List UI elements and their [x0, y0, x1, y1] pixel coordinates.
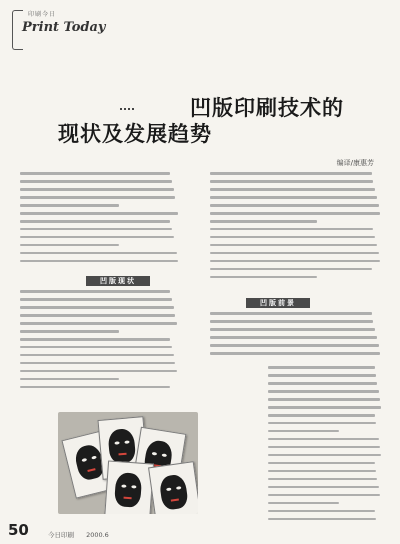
text-line	[210, 244, 377, 247]
text-line	[210, 320, 373, 323]
article-photo	[58, 412, 198, 514]
text-line	[268, 390, 379, 393]
text-line	[20, 220, 170, 223]
article-byline: 编译/康惠芳	[336, 159, 374, 167]
text-line	[20, 260, 178, 263]
text-line	[20, 244, 119, 247]
text-line	[268, 438, 379, 441]
text-line	[210, 312, 372, 315]
text-line	[210, 220, 317, 223]
text-line	[210, 260, 380, 263]
text-line	[20, 196, 175, 199]
text-line	[210, 352, 380, 355]
text-line	[20, 370, 177, 373]
text-line	[20, 290, 170, 293]
masthead	[8, 8, 108, 54]
text-line	[20, 338, 170, 341]
text-line	[20, 362, 175, 365]
text-line	[20, 212, 178, 215]
text-line	[210, 188, 375, 191]
text-line	[20, 322, 177, 325]
article-title-line-1: 凹版印刷技术的	[190, 96, 344, 120]
text-line	[268, 510, 375, 513]
text-line	[20, 180, 172, 183]
text-line	[268, 430, 339, 433]
text-line	[20, 346, 172, 349]
masthead-cn-label: 印刷今日	[28, 11, 57, 18]
text-lines	[20, 290, 180, 388]
text-line	[210, 236, 375, 239]
text-line	[210, 276, 317, 279]
title-ornament	[120, 104, 134, 110]
right-column-lower	[268, 366, 382, 520]
text-line	[210, 328, 375, 331]
text-line	[268, 422, 376, 425]
label-sample	[104, 460, 154, 514]
text-line	[268, 382, 377, 385]
text-line	[268, 414, 375, 417]
left-column-upper	[20, 172, 180, 262]
text-line	[210, 212, 380, 215]
text-line	[20, 252, 177, 255]
text-line	[268, 398, 380, 401]
text-line	[20, 188, 174, 191]
text-lines	[210, 312, 382, 355]
text-line	[20, 236, 174, 239]
right-column-upper	[210, 172, 382, 278]
text-line	[210, 180, 373, 183]
text-line	[268, 518, 376, 521]
text-line	[268, 478, 377, 481]
label-sample	[148, 461, 198, 514]
masthead-logo: Print Today	[22, 20, 106, 35]
text-line	[268, 454, 381, 457]
text-line	[20, 386, 170, 389]
text-line	[20, 354, 174, 357]
text-line	[268, 502, 339, 505]
text-lines	[268, 366, 382, 520]
text-line	[268, 374, 376, 377]
publication-name: 今日印刷	[48, 531, 74, 539]
text-lines	[20, 172, 180, 262]
page-footer	[48, 530, 119, 539]
text-line	[20, 330, 119, 333]
text-line	[210, 268, 372, 271]
left-column-lower	[20, 290, 180, 388]
text-line	[268, 470, 376, 473]
text-line	[20, 172, 170, 175]
text-line	[210, 336, 377, 339]
text-line	[210, 252, 379, 255]
text-line	[20, 306, 174, 309]
text-line	[20, 378, 119, 381]
text-line	[210, 204, 379, 207]
text-line	[210, 196, 377, 199]
text-lines	[210, 172, 382, 278]
text-line	[210, 172, 372, 175]
right-column-middle	[210, 312, 382, 355]
text-line	[210, 228, 373, 231]
section-heading: 凹版前景	[246, 298, 310, 308]
text-line	[210, 344, 379, 347]
page-number: 50	[8, 521, 29, 539]
text-line	[20, 298, 172, 301]
text-line	[20, 314, 175, 317]
text-line	[268, 462, 375, 465]
text-line	[268, 406, 381, 409]
text-line	[20, 228, 172, 231]
text-line	[268, 494, 380, 497]
text-line	[268, 446, 380, 449]
section-heading: 凹版现状	[86, 276, 150, 286]
text-line	[268, 486, 379, 489]
article-title-line-2: 现状及发展趋势	[58, 122, 212, 146]
issue-number: 2000.6	[86, 531, 109, 539]
text-line	[268, 366, 375, 369]
text-line	[20, 204, 119, 207]
